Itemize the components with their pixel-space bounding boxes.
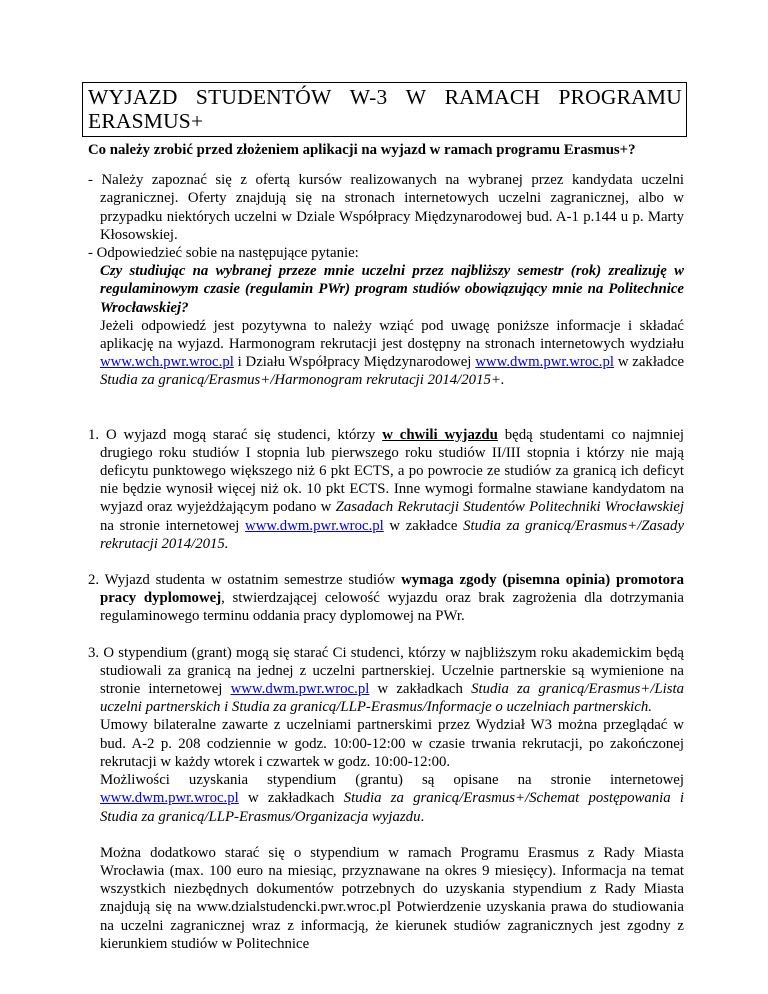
link-wch[interactable]: www.wch.pwr.wroc.pl <box>100 354 234 371</box>
point-1-text-d: w zakładce <box>389 517 458 534</box>
spacer <box>88 826 684 844</box>
point-3-text-a: 3. O stypendium (grant) mogą się starać Ci studenci, którzy w najbliższym roku akademickim będą studiowali za granicą na jednej z uczelni partnerskiej. Uczelnie partnerskie są wymienione na stronie internetowej <box>88 644 684 698</box>
answer-text-b: i Działu Współpracy Międzynarodowej <box>237 354 472 371</box>
spacer <box>88 553 684 571</box>
point-3-bilateral: Umowy bilateralne zawarte z uczelniami partnerskimi przez Wydział W3 można przeglądać w bud. A-2 p. 208 codziennie w godz. 10:00-12:00 w czasie trwania rekrutacji, po zakończonej rekrutacji w każdy wtorek i czwartek w godz. 10:00-12:00. <box>100 717 684 770</box>
point-1-text-c: na stronie internetowej <box>100 517 240 534</box>
point-3-grant <box>88 771 684 826</box>
extra-stipend: Można dodatkowo starać się o stypendium w ramach Programu Erasmus z Rady Miasta Wrocławia (max. 100 euro na miesiąc, przyznawane na okres 9 miesięcy). Informacja na temat wszystkich niezbędnych dokumentów potrzebnych do uzyskania stypendium z Rady Miasta znajdują się na www.dzialstudencki.pwr.wroc.pl Potwierdzenie uzyskania prawa do studiowania na uczelni zagranicznej wraz z informacją, że kierunek studiów zagranicznych jest zgodny z kierunkiem studiów w Politechnice <box>100 844 684 952</box>
title-word: PROGRAMU <box>558 85 682 109</box>
answer-text-c: w zakładce <box>617 354 685 371</box>
link-dwm[interactable]: www.dwm.pwr.wroc.pl <box>475 354 615 371</box>
title-word: W <box>405 85 427 109</box>
answer-path: Studia za granicą/Erasmus+/Harmonogram rekrutacji 2014/2015+. <box>100 372 505 389</box>
title-line-2: ERASMUS+ <box>88 109 204 133</box>
intro-answer <box>88 317 684 390</box>
point-3-grant-a: Możliwości uzyskania stypendium (grantu) są opisane na stronie internetowej <box>100 772 684 789</box>
title-word: RAMACH <box>444 85 541 109</box>
point-1-underlined: w chwili wyjazdu <box>382 426 498 443</box>
point-3-text-b: w zakładkach <box>377 681 463 698</box>
point-2-text-a: 2. Wyjazd studenta w ostatnim semestrze studiów <box>88 572 396 589</box>
point-2-bold: wymaga zgody (pisemna opinia) promotora pracy dyplomowej <box>100 572 684 607</box>
point-3 <box>88 644 684 717</box>
point-1 <box>88 426 684 553</box>
intro-item-1: - Należy zapoznać się z ofertą kursów realizowanych na wybranej przez kandydata uczelni zagranicznej. Oferty znajdują się na stronach internetowych uczelni zagranicznej, albo w przypadku niektórych uczelni w Dziale Współpracy Międzynarodowej bud. A-1 p.144 u p. Marty Kłosowskiej. <box>88 172 684 243</box>
point-1-path: Studia za granicą/Erasmus+/Zasady rekrutacji 2014/2015. <box>100 517 685 552</box>
point-3-link-1[interactable]: www.dwm.pwr.wroc.pl <box>230 681 370 698</box>
title-line-1 <box>88 85 682 109</box>
point-3-period: . <box>420 808 425 825</box>
point-2-text-b: , stwierdzającej celowość wyjazdu oraz brak zagrożenia dla dotrzymania regulaminowego terminu oddania pracy dyplomowej na PWr. <box>100 590 684 625</box>
point-1-text-a: 1. O wyjazd mogą starać się studenci, którzy <box>88 426 376 443</box>
title-word: W-3 <box>349 85 388 109</box>
key-question: Czy studiując na wybranej przeze mnie uczelni przez najbliższy semestr (rok) zrealizuję w regulaminowym czasie (regulamin PWr) program studiów obowiązujący mnie na Politechnice Wrocławskiej? <box>100 263 684 316</box>
title-word: WYJAZD <box>88 85 178 109</box>
point-1-text-b: będą studentami co najmniej drugiego roku studiów I stopnia lub pierwszego roku studiów II/III stopnia i którzy nie mają deficytu punktowego większego niż 6 pkt ECTS, a po powrocie ze studiów za granicą ich deficyt nie będzie wynosił więcej niż ok. 10 pkt ECTS. Inne wymogi formalne stawiane kandydatom na wyjazd oraz wyjeżdżającym podano w <box>100 426 685 516</box>
intro-item-2-question <box>88 262 684 317</box>
answer-text-a: Jeżeli odpowiedź jest pozytywna to należy wziąć pod uwagę poniższe informacje i składać aplikację na wyjazd. Harmonogram rekrutacji jest dostępny na stronach internetowych wydziału <box>100 317 684 353</box>
point-3-path-2: Studia za granicą/Erasmus+/Schemat postępowania i Studia za granicą/LLP-Erasmus/Organizacja wyjazdu <box>100 790 684 825</box>
point-3-path-1: Studia za granicą/Erasmus+/Lista uczelni partnerskich i Studia za granicą/LLP-Erasmus/Informacje o uczelniach partnerskich. <box>100 681 685 716</box>
point-3-link-2[interactable]: www.dwm.pwr.wroc.pl <box>100 790 239 807</box>
intro-item-2-lead: - Odpowiedzieć sobie na następujące pytanie: <box>88 245 359 262</box>
title-word: STUDENTÓW <box>195 85 332 109</box>
point-1-italic: Zasadach Rekrutacji Studentów Politechniki Wrocławskiej <box>335 499 684 516</box>
spacer <box>88 390 684 426</box>
point-1-link[interactable]: www.dwm.pwr.wroc.pl <box>245 517 384 534</box>
spacer <box>88 626 684 644</box>
point-2 <box>88 571 684 626</box>
document-body <box>88 141 684 953</box>
section-question: Co należy zrobić przed złożeniem aplikacji na wyjazd w ramach programu Erasmus+? <box>88 142 636 158</box>
point-3-grant-b: w zakładkach <box>248 790 335 807</box>
title-box <box>82 82 687 137</box>
